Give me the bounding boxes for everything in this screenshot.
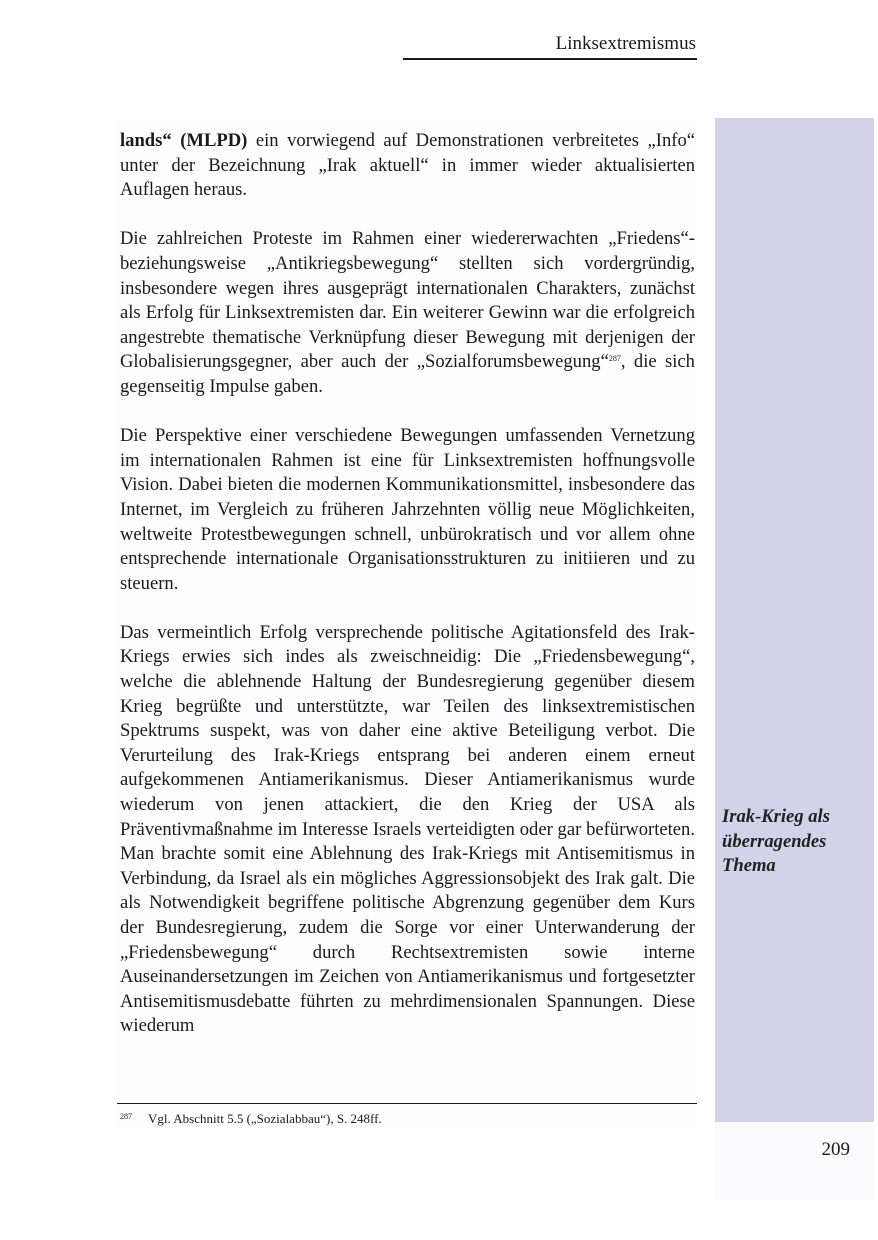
paragraph-1-text: ein vorwiegend auf Demonstrationen verbreitetes „Info“ unter der Bezeichnung „Irak aktuell“ in immer wieder aktualisierten Auflagen heraus.: [120, 130, 695, 201]
header-rule: [403, 58, 697, 60]
margin-panel: [715, 118, 874, 1122]
paragraph-2: [120, 227, 695, 399]
paragraph-2-text-b: , die sich gegenseitig Impulse gaben.: [120, 351, 695, 397]
paragraph-1: [120, 129, 695, 203]
footnote-reference: 287: [608, 354, 621, 364]
footnote-rule: [117, 1103, 697, 1104]
margin-note-line-2: überragendes: [722, 830, 827, 852]
margin-note: [722, 805, 872, 879]
paragraph-3: Die Perspektive einer verschiedene Bewegungen umfassenden Vernetzung im internationalen Rahmen ist eine für Linksextremisten hoffnungsvolle Vision. Dabei bieten die modernen Kommunikationsmittel, insbesondere das Internet, im Vergleich zu früheren Jahrzehnten völlig neue Möglichkeiten, weltweite Protestbewegungen schnell, unbürokratisch und vor allem ohne entsprechende internationale Organisationsstrukturen zu initiieren und zu steuern.: [120, 425, 695, 594]
page-number: 209: [821, 1139, 850, 1160]
margin-note-line-1: Irak-Krieg als: [722, 806, 830, 827]
bold-lead: lands“ (MLPD): [120, 130, 248, 151]
paragraph-4: Das vermeintlich Erfolg versprechende politische Agitationsfeld des Irak-Kriegs erwies sich indes als zweischneidig: Die „Friedensbewegung“, welche die ablehnende Haltung der Bundesregierung gegenüber diesem Krieg begrüßte und unterstützte, war Teilen des linksextremistischen Spektrums suspekt, was von daher eine aktive Beteiligung verbot. Die Verurteilung des Irak-Kriegs entsprang bei anderen einem erneut aufgekommenen Antiamerikanismus. Dieser Antiamerikanismus wurde wiederum von jenen attackiert, die den Krieg der USA als Präventivmaßnahme im Interesse Israels verteidigten oder gar befürworteten. Man brachte somit eine Ablehnung des Irak-Kriegs mit Antisemitismus in Verbindung, da Israel als ein mögliches Aggressionsobjekt des Irak galt. Die als Notwendigkeit begriffene politische Abgrenzung gegenüber dem Kurs der Bundesregierung, zudem die Sorge vor einer Unterwanderung der „Friedensbewegung“ durch Rechtsextremisten sowie interne Auseinandersetzungen im Zeichen von Antiamerikanismus und fortgesetzter Antisemitismusdebatte führten zu mehrdimensionalen Spannungen. Diese wiederum: [120, 621, 695, 1037]
body-text: [120, 129, 695, 1064]
footnote: [120, 1109, 695, 1127]
margin-note-line-3: Thema: [722, 855, 776, 877]
running-header: Linksextremismus: [555, 33, 696, 54]
footnote-text: Vgl. Abschnitt 5.5 („Sozialabbau“), S. 248ff.: [148, 1111, 382, 1126]
paragraph-2-text-a: Die zahlreichen Proteste im Rahmen einer wiedererwachten „Friedens“- beziehungsweise „Antikriegsbewegung“ stellten sich vordergründig, insbesondere wegen ihres ausgeprägt internationalen Charakters, zunächst als Erfolg für Linksextremisten dar. Ein weiterer Gewinn war die erfolgreich angestrebte thematische Verknüpfung dieser Bewegung mit derjenigen der Globalisierungsgegner, aber auch der „Sozialforumsbewegung“: [120, 228, 695, 373]
footnote-number: 287: [120, 1112, 132, 1121]
